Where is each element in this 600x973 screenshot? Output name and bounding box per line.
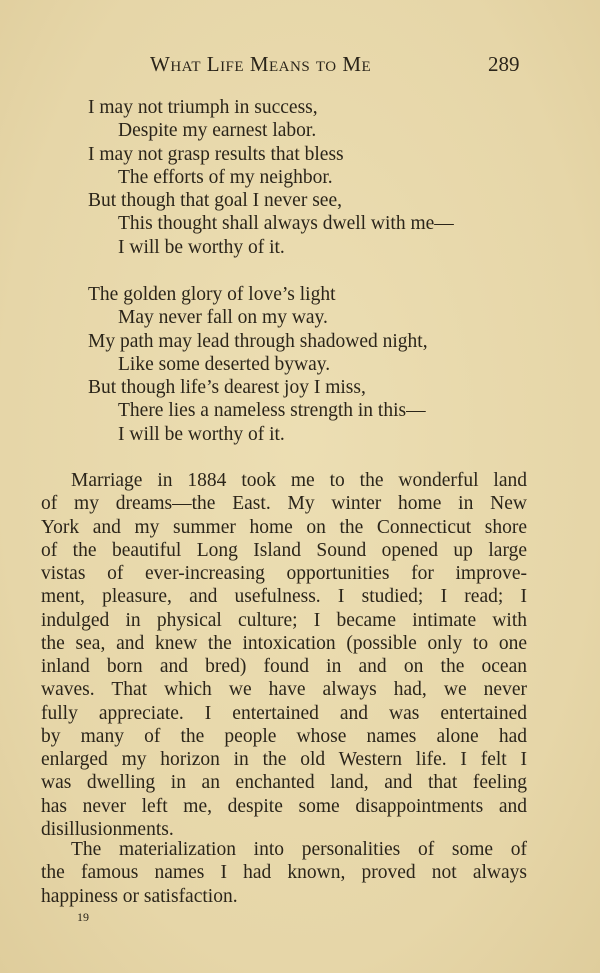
paragraph-line: of my dreams—the East. My winter home in New (41, 493, 527, 515)
signature-mark: 19 (77, 910, 89, 924)
paragraph-line: waves. That which we have always had, we never (41, 679, 527, 701)
paragraph-line: was dwelling in an enchanted land, and that feeling (41, 772, 527, 794)
paragraph-line: has never left me, despite some disappointments and (41, 795, 527, 817)
paragraph-line: the sea, and knew the intoxication (possible only to one (41, 632, 527, 654)
running-title: What Life Means to Me (150, 52, 372, 76)
poem-line: The golden glory of love’s light (88, 284, 336, 305)
paragraph-line: Marriage in 1884 took me to the wonderful land (71, 470, 527, 491)
paragraph-line: fully appreciate. I entertained and was entertained (41, 702, 527, 724)
poem-line: I will be worthy of it. (118, 423, 285, 445)
paragraph-line: York and my summer home on the Connecticut shore (41, 516, 527, 538)
paragraph-line: by many of the people whose names alone had (41, 725, 527, 747)
poem-line: May never fall on my way. (118, 307, 328, 329)
paragraph-line: of the beautiful Long Island Sound opened up large (41, 539, 527, 561)
poem-line: I will be worthy of it. (118, 236, 285, 258)
paragraph-line: happiness or satisfaction. (41, 885, 238, 907)
poem-line: I may not grasp results that bless (88, 143, 344, 165)
paragraph-line: The materialization into personalities of some of (71, 839, 527, 860)
paragraph-line: ment, pleasure, and usefulness. I studied; I read; I (41, 586, 527, 608)
poem-line: But though life’s dearest joy I miss, (88, 377, 366, 398)
page-number: 289 (488, 52, 520, 76)
poem-line: My path may lead through shadowed night, (88, 330, 428, 352)
paragraph-line: indulged in physical culture; I became intimate with (41, 609, 527, 631)
poem-line: The efforts of my neighbor. (118, 166, 333, 188)
poem-line: There lies a nameless strength in this— (118, 400, 426, 422)
paragraph-line: disillusionments. (41, 818, 174, 840)
poem-line: I may not triumph in success, (88, 97, 318, 118)
paragraph-line: the famous names I had known, proved not always (41, 862, 527, 884)
poem-line: Despite my earnest labor. (118, 120, 317, 142)
paragraph-line: inland born and bred) found in and on the ocean (41, 656, 527, 677)
poem-line: This thought shall always dwell with me— (118, 213, 454, 235)
paragraph-line: enlarged my horizon in the old Western life. I felt I (41, 749, 527, 770)
paragraph-line: vistas of ever-increasing opportunities for improve- (41, 563, 527, 584)
poem-line: But though that goal I never see, (88, 190, 342, 211)
poem-line: Like some deserted byway. (118, 353, 331, 375)
